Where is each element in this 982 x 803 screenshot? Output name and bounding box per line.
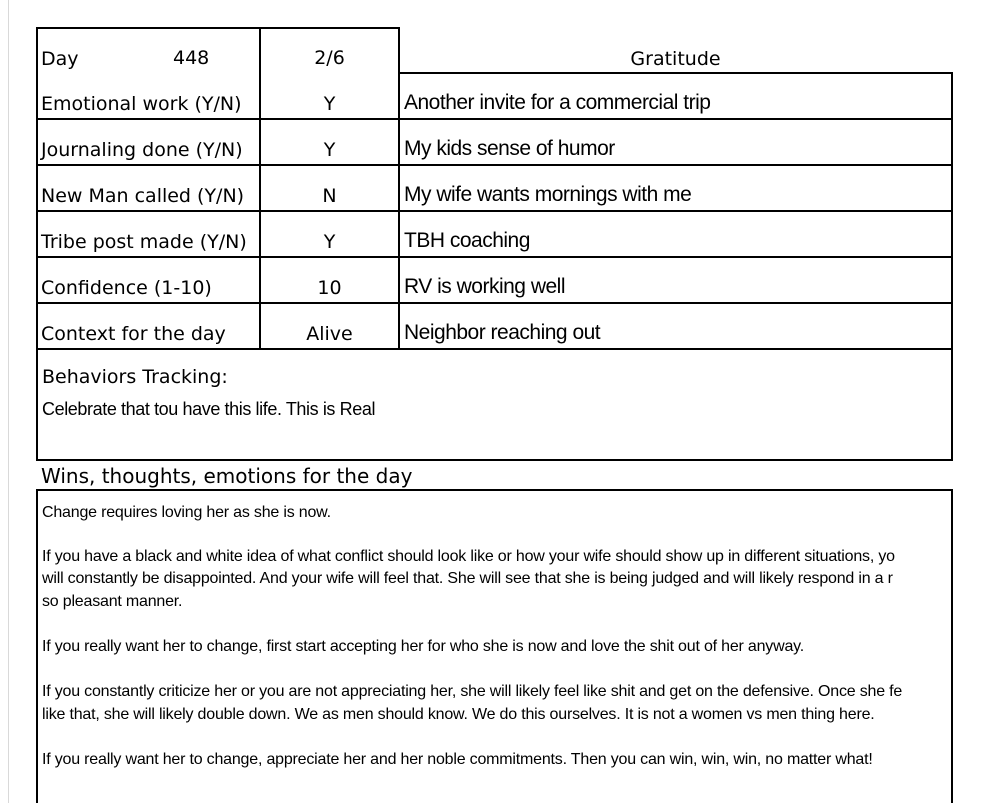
row-divider-1 <box>36 118 953 120</box>
gratitude-item-3: My wife wants mornings with me <box>404 183 692 206</box>
row-label-emotional-work: Emotional work (Y/N) <box>41 93 242 115</box>
wins-heading: Wins, thoughts, emotions for the day <box>41 464 413 488</box>
wins-box-left-border <box>36 489 38 803</box>
day-label: Day <box>41 48 79 70</box>
row-value-emotional-work: Y <box>323 93 336 115</box>
sheet-left-rule <box>8 0 9 803</box>
gratitude-item-5: RV is working well <box>404 275 565 298</box>
row-label-confidence: Confidence (1-10) <box>41 277 212 299</box>
row-value-context: Alive <box>306 323 353 345</box>
table-right-border <box>951 72 953 461</box>
row-label-context: Context for the day <box>41 323 226 345</box>
behaviors-bottom-border <box>36 459 953 461</box>
gratitude-heading: Gratitude <box>630 48 721 70</box>
row-value-journaling: Y <box>323 139 336 161</box>
gratitude-item-2: My kids sense of humor <box>404 137 615 160</box>
row-label-new-man-called: New Man called (Y/N) <box>41 185 245 207</box>
row-divider-6 <box>36 348 953 350</box>
wins-line-5: If you really want her to change, first start accepting her for who she is now and love the shit out of her anyway. <box>42 638 805 655</box>
row-value-confidence: 10 <box>317 277 342 299</box>
wins-box-right-border <box>951 489 953 803</box>
column-divider-2 <box>398 27 400 350</box>
wins-line-4: so pleasant manner. <box>42 593 183 610</box>
table-left-border <box>36 27 38 461</box>
behaviors-heading: Behaviors Tracking: <box>42 366 228 388</box>
row-label-journaling: Journaling done (Y/N) <box>41 139 243 161</box>
wins-line-3: will constantly be disappointed. And your wife will feel that. She will see that she is being judged and will likely respond in a r <box>42 570 893 587</box>
row-divider-3 <box>36 210 953 212</box>
date-value: 2/6 <box>314 47 345 69</box>
wins-line-1: Change requires loving her as she is now. <box>42 504 331 521</box>
row-divider-5 <box>36 302 953 304</box>
gratitude-item-6: Neighbor reaching out <box>404 321 601 344</box>
wins-line-6: If you constantly criticize her or you are not appreciating her, she will likely feel like shit and get on the defensive. Once she fe <box>42 683 903 700</box>
row-value-tribe-post: Y <box>323 231 336 253</box>
table-top-border-left <box>36 27 400 29</box>
wins-box-top-border <box>36 489 953 491</box>
row-value-new-man-called: N <box>322 185 337 207</box>
behaviors-text: Celebrate that tou have this life. This is Real <box>42 399 376 419</box>
gratitude-item-4: TBH coaching <box>404 229 530 252</box>
row-label-tribe-post: Tribe post made (Y/N) <box>41 231 247 253</box>
row-divider-4 <box>36 256 953 258</box>
wins-line-8: If you really want her to change, appreciate her and her noble commitments. Then you can win, win, win, no matter what! <box>42 751 873 768</box>
day-number: 448 <box>173 47 210 69</box>
table-top-border-right <box>398 72 953 74</box>
wins-line-7: like that, she will likely double down. We as men should know. We do this ourselves. It is not a women vs men thing here. <box>42 706 875 723</box>
wins-line-2: If you have a black and white idea of what conflict should look like or how your wife should show up in different situations, yo <box>42 548 895 565</box>
gratitude-item-1: Another invite for a commercial trip <box>404 91 711 114</box>
row-divider-2 <box>36 164 953 166</box>
